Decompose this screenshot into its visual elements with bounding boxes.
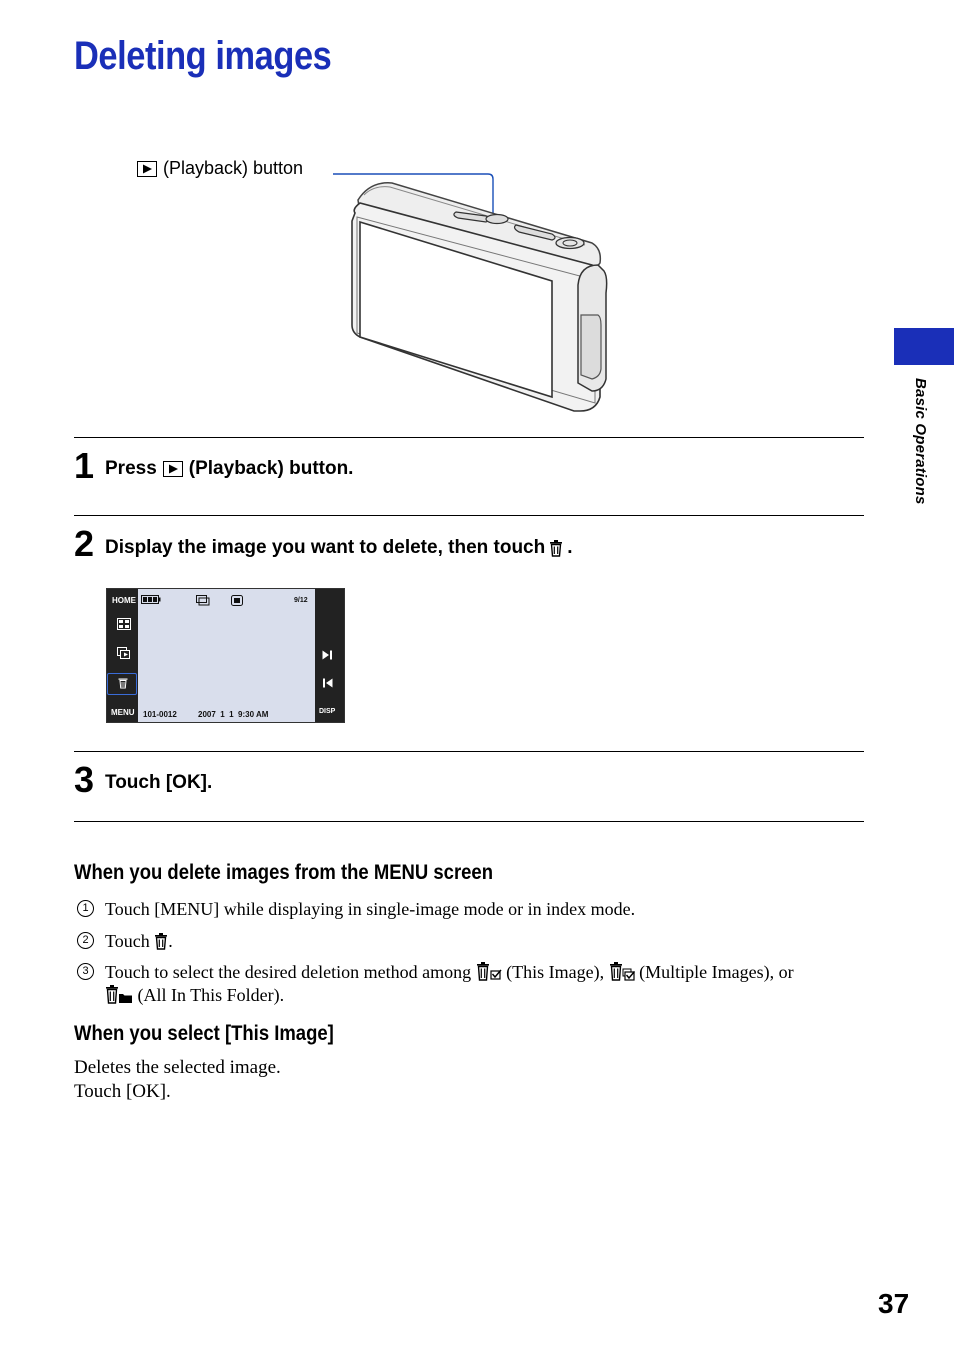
lcd-home-button[interactable]: HOME — [112, 596, 136, 605]
item-text-part: (All In This Folder). — [137, 985, 285, 1005]
next-image-icon[interactable] — [322, 650, 333, 660]
playback-callout — [137, 158, 303, 179]
item-text-part: Touch to select the desired deletion method among — [105, 962, 472, 982]
playback-icon — [137, 161, 157, 177]
divider — [74, 751, 864, 752]
previous-image-icon[interactable] — [322, 678, 333, 688]
trash-icon — [154, 932, 168, 950]
step-1-before: Press — [105, 458, 157, 479]
file-number: 101-0012 — [143, 710, 177, 719]
list-item — [74, 961, 864, 1009]
step-2-text — [105, 537, 573, 559]
protect-icon — [231, 595, 243, 606]
item-text-part: (This Image), — [506, 962, 605, 982]
step-1-text — [105, 458, 353, 480]
step-3-text — [105, 772, 212, 794]
section-tab-marker — [894, 328, 954, 365]
index-icon[interactable] — [117, 618, 131, 630]
divider — [74, 515, 864, 516]
camera-lcd-screen — [106, 588, 345, 723]
body-line: Deletes the selected image. — [74, 1057, 281, 1078]
delete-multiple-images-icon — [609, 961, 635, 981]
delete-this-image-icon — [476, 961, 502, 981]
slideshow-icon[interactable] — [117, 647, 131, 660]
step-2-before: Display the image you want to delete, then touch — [105, 537, 546, 558]
item-text-part: . — [168, 931, 173, 951]
image-size-icon — [196, 595, 210, 606]
step-2-after: . — [567, 537, 573, 558]
section-heading: When you select [This Image] — [74, 1022, 334, 1045]
item-text: Touch [MENU] while displaying in single-image mode or in index mode. — [105, 899, 636, 919]
item-number: 1 — [77, 900, 94, 917]
step-number: 3 — [74, 759, 95, 800]
callout-label: (Playback) button — [163, 158, 304, 178]
step-number: 1 — [74, 445, 95, 486]
trash-icon — [549, 539, 563, 557]
page-title: Deleting images — [74, 34, 332, 78]
item-number: 3 — [77, 963, 94, 980]
playback-icon — [163, 461, 183, 477]
page-number: 37 — [878, 1288, 910, 1319]
item-text — [105, 961, 864, 1007]
section-tab-label: Basic Operations — [912, 378, 929, 505]
image-counter: 9/12 — [294, 597, 308, 604]
delete-all-in-folder-icon — [105, 984, 133, 1004]
step-1-after: (Playback) button. — [188, 458, 354, 479]
lcd-disp-button[interactable]: DISP — [319, 708, 336, 715]
lcd-menu-button[interactable]: MENU — [111, 708, 135, 717]
recording-date: 2007 1 1 9:30 AM — [198, 710, 269, 719]
battery-icon — [141, 595, 161, 604]
step-number: 2 — [74, 523, 95, 564]
body-line: Touch [OK]. — [74, 1081, 171, 1102]
item-text-part: (Multiple Images), or — [639, 962, 794, 982]
divider — [74, 821, 864, 822]
trash-icon[interactable] — [118, 677, 128, 689]
divider — [74, 437, 864, 438]
camera-illustration — [330, 165, 620, 420]
section-heading: When you delete images from the MENU screen — [74, 861, 493, 884]
item-number: 2 — [77, 932, 94, 949]
item-text — [105, 930, 864, 953]
item-text-part: Touch — [105, 931, 150, 951]
step-3-before: Touch [OK]. — [105, 772, 213, 793]
